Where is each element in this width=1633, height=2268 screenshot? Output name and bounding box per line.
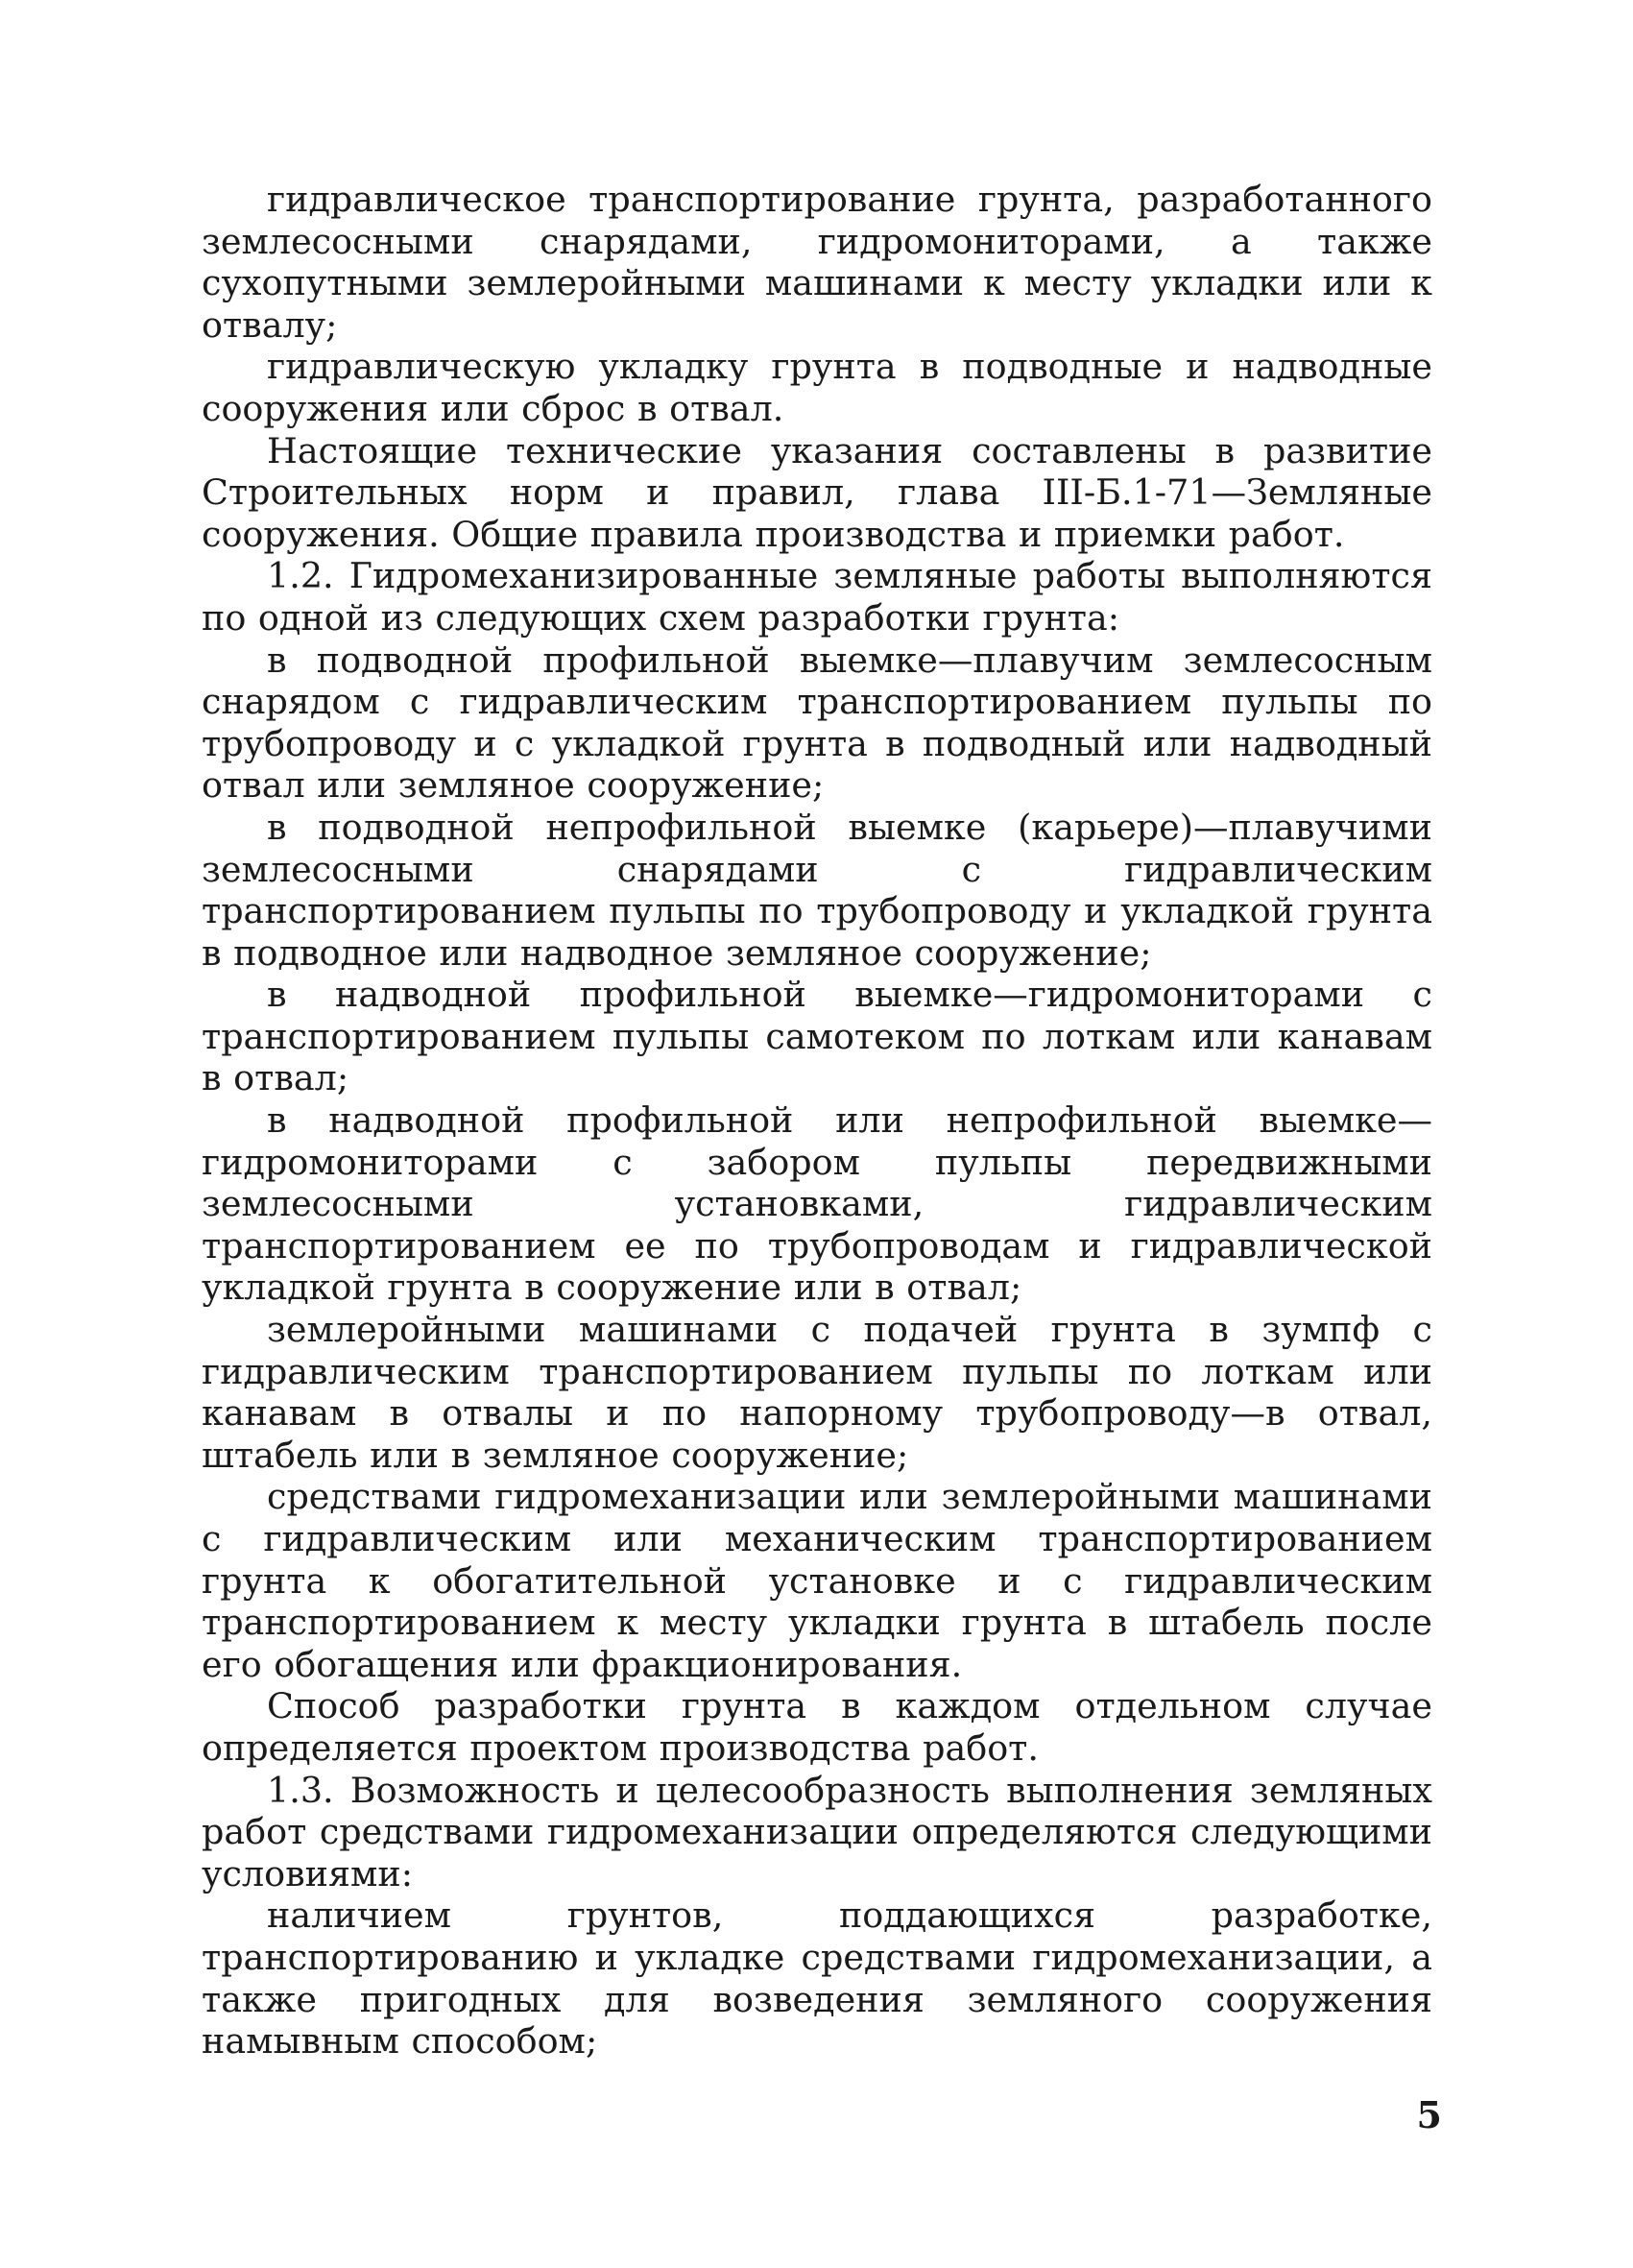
paragraph-8: в надводной профильной или непрофильной выемке—гидромониторами с забором пульпы передвижными землесосными установками, гидравлическим транспортированием ее по трубопроводам и гидравлической укладкой грунта в сооружение или в отвал; <box>202 1099 1432 1309</box>
paragraph-9: землеройными машинами с подачей грунта в зумпф с гидравлическим транспортированием пульпы по лоткам или канавам в отвалы и по напорному трубопроводу—в отвал, штабель или в земляное сооружение; <box>202 1309 1432 1476</box>
paragraph-1: гидравлическое транспортирование грунта, разработанного землесосными снарядами, гидромониторами, а также сухопутными землеройными машинами к месту укладки или к отвалу; <box>202 179 1432 346</box>
paragraph-5: в подводной профильной выемке—плавучим землесосным снарядом с гидравлическим транспортированием пульпы по трубопроводу и с укладкой грунта в подводный или надводный отвал или земляное сооружение; <box>202 639 1432 807</box>
paragraph-6: в подводной непрофильной выемке (карьере)—плавучими землесосными снарядами с гидравлическим транспортированием пульпы по трубопроводу и укладкой грунта в подводное или надводное земляное сооружение; <box>202 806 1432 974</box>
paragraph-13: наличием грунтов, поддающихся разработке, транспортированию и укладке средствами гидромеханизации, а также пригодных для возведения земляного сооружения намывным способом; <box>202 1894 1432 2063</box>
page-number: 5 <box>1416 2093 1442 2136</box>
paragraph-4: 1.2. Гидромеханизированные земляные работы выполняются по одной из следующих схем разработки грунта: <box>202 555 1432 639</box>
paragraph-3: Настоящие технические указания составлены в развитие Строительных норм и правил, глава III-Б.1-71—Земляные сооружения. Общие правила производства и приемки работ. <box>202 429 1432 555</box>
paragraph-7: в надводной профильной выемке—гидромониторами с транспортированием пульпы самотеком по лоткам или канавам в отвал; <box>202 974 1432 1099</box>
body-text <box>202 179 1432 2063</box>
paragraph-12: 1.3. Возможность и целесообразность выполнения земляных работ средствами гидромеханизации определяются следующими условиями: <box>202 1769 1432 1894</box>
paragraph-11: Способ разработки грунта в каждом отдельном случае определяется проектом производства работ. <box>202 1685 1432 1769</box>
paragraph-2: гидравлическую укладку грунта в подводные и надводные сооружения или сброс в отвал. <box>202 346 1432 429</box>
paragraph-10: средствами гидромеханизации или землеройными машинами с гидравлическим или механическим транспортированием грунта к обогатительной установке и с гидравлическим транспортированием к месту укладки грунта в штабель после его обогащения или фракционирования. <box>202 1476 1432 1685</box>
